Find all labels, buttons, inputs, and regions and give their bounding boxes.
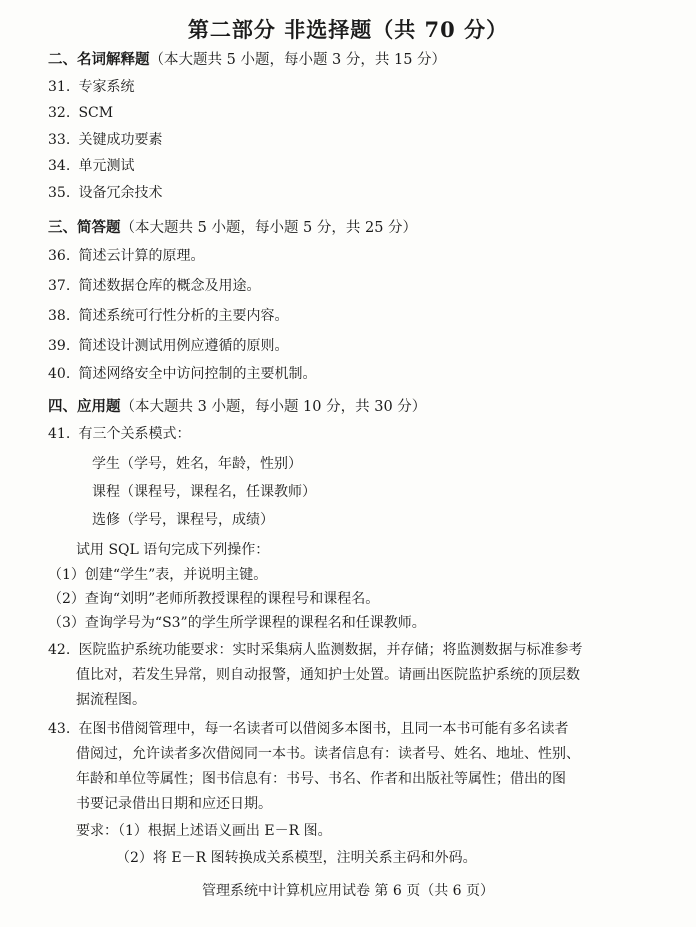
question-text: 简述系统可行性分析的主要内容。 xyxy=(78,308,289,324)
question-41 xyxy=(48,424,190,444)
question-42 xyxy=(48,640,582,660)
question-number: 42. xyxy=(48,642,71,658)
question-39 xyxy=(48,336,288,356)
question-text: 有三个关系模式： xyxy=(78,426,191,442)
question-text-line: 医院监护系统功能要求：实时采集病人监测数据，并存储；将监测数据与标准参考 xyxy=(78,642,583,658)
question-text: 专家系统 xyxy=(78,79,135,95)
question-number: 32. xyxy=(48,105,71,121)
section-heading-terms xyxy=(48,50,446,70)
question-number: 33. xyxy=(48,132,71,148)
question-38 xyxy=(48,306,288,326)
page-title: 第二部分 非选择题（共 70 分） xyxy=(187,17,509,42)
question-number: 41. xyxy=(48,426,71,442)
question-text-line: 年龄和单位等属性；图书信息有：书号、书名、作者和出版社等属性；借出的图 xyxy=(76,771,566,787)
relation-schema-enrollment: 选修（学号，课程号，成绩） xyxy=(92,512,274,528)
sql-task-2: （2）查询“刘明”老师所教授课程的课程号和课程名。 xyxy=(48,591,380,607)
question-text-line: 值比对，若发生异常，则自动报警，通知护士处置。请画出医院监护系统的顶层数 xyxy=(76,667,580,683)
question-37 xyxy=(48,276,260,296)
question-text: 简述网络安全中访问控制的主要机制。 xyxy=(78,366,317,382)
question-text-line: 据流程图。 xyxy=(76,692,146,708)
section-label: 四、应用题 xyxy=(48,398,121,415)
question-31 xyxy=(48,77,134,97)
section-label: 三、简答题 xyxy=(48,219,121,236)
requirement-2: （2）将 E－R 图转换成关系模型，注明关系主码和外码。 xyxy=(116,850,477,866)
section-note: （本大题共 5 小题，每小题 3 分，共 15 分） xyxy=(149,52,447,68)
question-text: 简述数据仓库的概念及用途。 xyxy=(78,278,261,294)
question-number: 35. xyxy=(48,185,71,201)
question-text-line: 在图书借阅管理中，每一名读者可以借阅多本图书，且同一本书可能有多名读者 xyxy=(78,721,569,737)
section-note: （本大题共 3 小题，每小题 10 分，共 30 分） xyxy=(120,399,427,415)
question-number: 31. xyxy=(48,79,71,95)
question-text: 简述云计算的原理。 xyxy=(78,248,205,264)
question-34 xyxy=(48,156,134,176)
section-heading-short-answer xyxy=(48,218,417,238)
question-text: SCM xyxy=(78,105,114,121)
question-number: 37. xyxy=(48,278,71,294)
question-36 xyxy=(48,246,204,266)
section-label: 二、名词解释题 xyxy=(48,51,150,68)
question-number: 40. xyxy=(48,366,71,382)
sql-task-3: （3）查询学号为“S3”的学生所学课程的课程名和任课教师。 xyxy=(48,615,426,631)
question-number: 43. xyxy=(48,721,71,737)
question-number: 36. xyxy=(48,248,71,264)
relation-schema-student: 学生（学号，姓名，年龄，性别） xyxy=(92,456,302,472)
question-33 xyxy=(48,130,162,150)
question-text: 关键成功要素 xyxy=(78,132,163,148)
question-text: 设备冗余技术 xyxy=(78,185,163,201)
requirement-1: 要求：（1）根据上述语义画出 E－R 图。 xyxy=(76,823,332,839)
question-text-line: 书要记录借出日期和应还日期。 xyxy=(76,796,272,812)
sql-task-1: （1）创建“学生”表，并说明主键。 xyxy=(48,567,268,583)
question-text: 单元测试 xyxy=(78,158,135,174)
question-43 xyxy=(48,719,568,739)
question-text: 简述设计测试用例应遵循的原则。 xyxy=(78,338,289,354)
section-note: （本大题共 5 小题，每小题 5 分，共 25 分） xyxy=(120,220,418,236)
question-number: 39. xyxy=(48,338,71,354)
relation-schema-course: 课程（课程号，课程名，任课教师） xyxy=(92,484,316,500)
question-40 xyxy=(48,364,316,384)
question-number: 38. xyxy=(48,308,71,324)
page-footer: 管理系统中计算机应用试卷 第 6 页（共 6 页） xyxy=(201,883,495,899)
question-text-line: 借阅过，允许读者多次借阅同一本书。读者信息有：读者号、姓名、地址、性别、 xyxy=(76,746,580,762)
question-35 xyxy=(48,183,162,203)
section-heading-application xyxy=(48,397,426,417)
sql-instruction: 试用 SQL 语句完成下列操作： xyxy=(76,542,270,558)
question-32 xyxy=(48,103,113,123)
question-number: 34. xyxy=(48,158,71,174)
